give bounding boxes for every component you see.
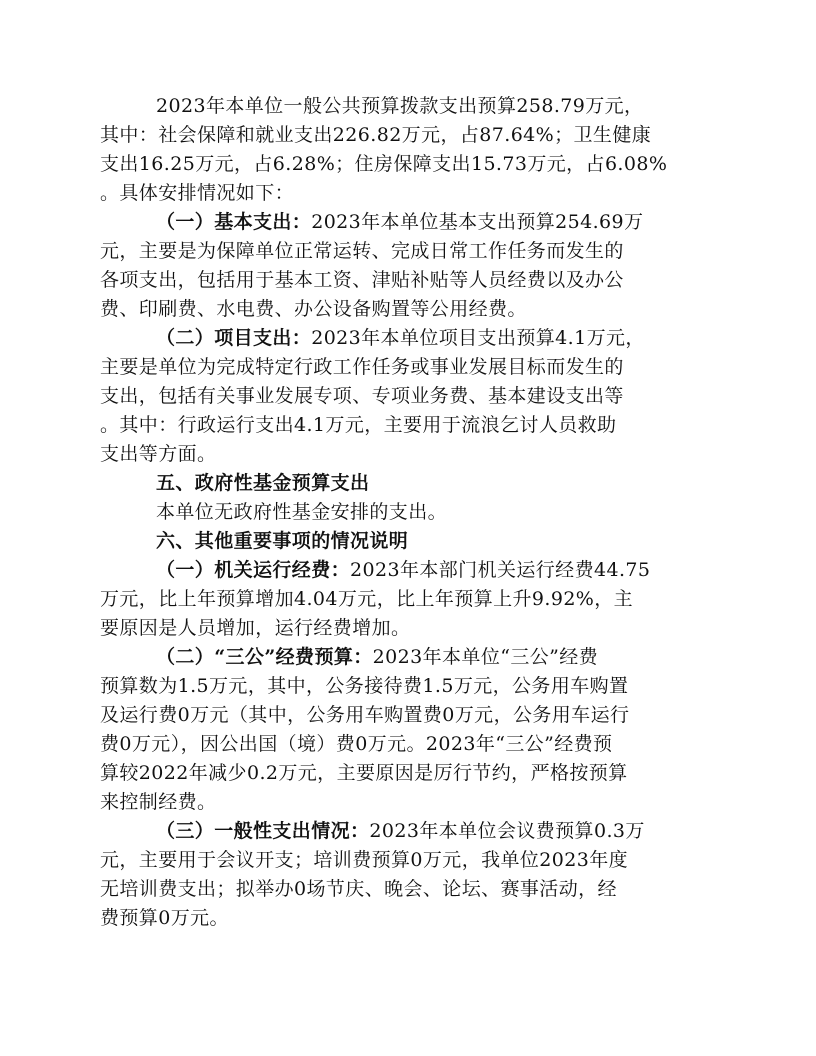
text-line xyxy=(100,266,700,295)
section-heading: 五、政府性基金预算支出 xyxy=(156,472,370,494)
line-text: 各项支出，包括用于基本工资、津贴补贴等人员经费以及办公 xyxy=(100,269,624,291)
line-text: 主要是单位为完成特定行政工作任务或事业发展目标而发生的 xyxy=(100,356,624,378)
section-heading: （二）“三公”经费预算： xyxy=(156,646,373,668)
text-line xyxy=(100,237,700,266)
section-heading: （三）一般性支出情况： xyxy=(156,820,370,842)
line-text: 元，主要是为保障单位正常运转、完成日常工作任务而发生的 xyxy=(100,240,624,262)
line-text: 2023年本单位“三公”经费 xyxy=(372,646,599,668)
text-line xyxy=(100,672,700,701)
line-text: 2023年本单位基本支出预算254.69万 xyxy=(311,211,644,233)
text-line xyxy=(100,382,700,411)
text-line xyxy=(100,585,700,614)
text-line xyxy=(100,527,700,556)
section-heading: （一）基本支出： xyxy=(156,211,312,233)
line-text: 本单位无政府性基金安排的支出。 xyxy=(156,501,448,523)
text-line xyxy=(100,817,700,846)
line-text: 万元，比上年预算增加4.04万元，比上年预算上升9.92%，主 xyxy=(100,588,634,610)
section-heading: （二）项目支出： xyxy=(156,327,312,349)
line-text: 支出，包括有关事业发展专项、专项业务费、基本建设支出等 xyxy=(100,385,624,407)
text-line xyxy=(100,556,700,585)
line-text: 支出16.25万元，占6.28%；住房保障支出15.73万元，占6.08% xyxy=(100,153,668,175)
line-text: 算较2022年减少0.2万元，主要原因是厉行节约，严格按预算 xyxy=(100,762,628,784)
line-text: 及运行费0万元（其中，公务用车购置费0万元，公务用车运行 xyxy=(100,704,630,726)
text-line xyxy=(100,469,700,498)
text-line xyxy=(100,614,700,643)
text-line xyxy=(100,759,700,788)
text-line xyxy=(100,179,700,208)
line-text: 无培训费支出；拟举办0场节庆、晚会、论坛、赛事活动，经 xyxy=(100,878,617,900)
line-text: 支出等方面。 xyxy=(100,443,217,465)
text-line xyxy=(100,701,700,730)
section-heading: 六、其他重要事项的情况说明 xyxy=(156,530,409,552)
text-line xyxy=(100,411,700,440)
text-line xyxy=(100,208,700,237)
line-text: 来控制经费。 xyxy=(100,791,217,813)
text-line xyxy=(100,92,700,121)
line-text: 费0万元），因公出国（境）费0万元。2023年“三公”经费预 xyxy=(100,733,613,755)
line-text: 2023年本单位项目支出预算4.1万元， xyxy=(311,327,645,349)
text-line xyxy=(100,324,700,353)
text-line xyxy=(100,440,700,469)
text-line xyxy=(100,121,700,150)
line-text: 。具体安排情况如下： xyxy=(100,182,295,204)
section-heading: （一）机关运行经费： xyxy=(156,559,351,581)
line-text: 。其中：行政运行支出4.1万元，主要用于流浪乞讨人员救助 xyxy=(100,414,617,436)
line-text: 要原因是人员增加，运行经费增加。 xyxy=(100,617,411,639)
line-text: 2023年本单位会议费预算0.3万 xyxy=(369,820,645,842)
line-text: 预算数为1.5万元，其中，公务接待费1.5万元，公务用车购置 xyxy=(100,675,629,697)
line-text: 费、印刷费、水电费、办公设备购置等公用经费。 xyxy=(100,298,527,320)
text-line xyxy=(100,846,700,875)
text-line xyxy=(100,875,700,904)
line-text: 2023年本单位一般公共预算拨款支出预算258.79万元， xyxy=(156,95,644,117)
line-text: 其中：社会保障和就业支出226.82万元，占87.64%；卫生健康 xyxy=(100,124,652,146)
text-line xyxy=(100,904,700,933)
text-line xyxy=(100,353,700,382)
text-line xyxy=(100,730,700,759)
text-line xyxy=(100,150,700,179)
text-line xyxy=(100,788,700,817)
line-text: 2023年本部门机关运行经费44.75 xyxy=(350,559,651,581)
document-body xyxy=(100,92,700,933)
text-line xyxy=(100,498,700,527)
line-text: 费预算0万元。 xyxy=(100,907,229,929)
text-line xyxy=(100,643,700,672)
text-line xyxy=(100,295,700,324)
line-text: 元，主要用于会议开支；培训费预算0万元，我单位2023年度 xyxy=(100,849,629,871)
